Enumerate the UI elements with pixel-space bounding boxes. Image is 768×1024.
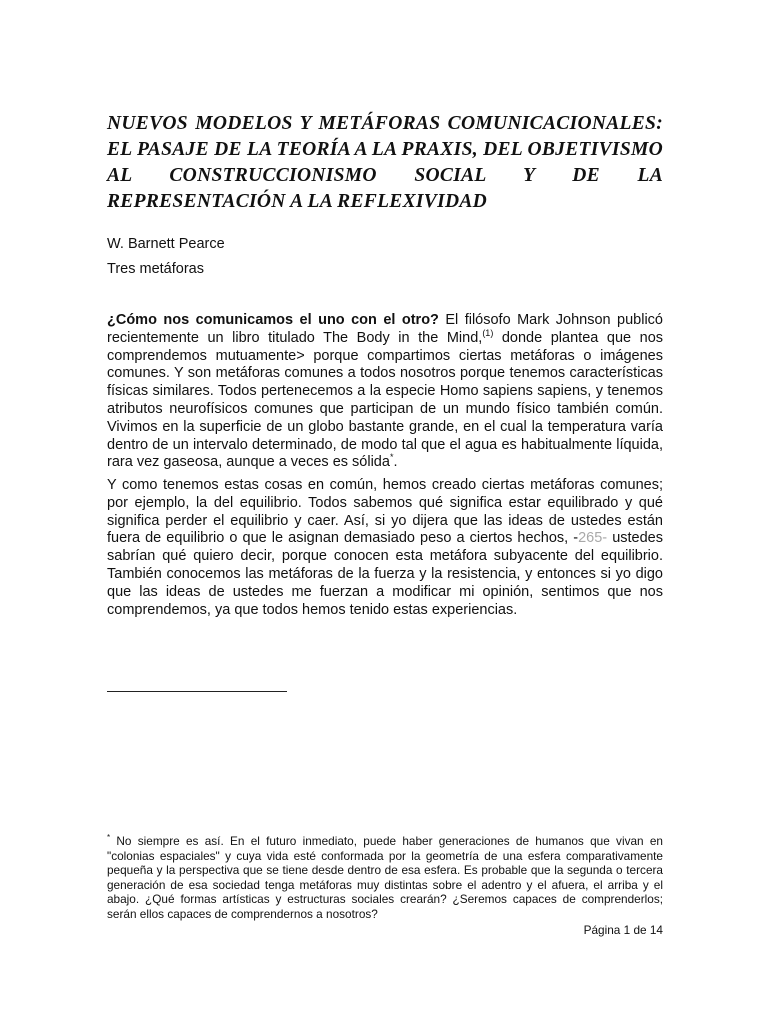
reference-mark: (1)	[482, 327, 494, 338]
footnote-reference: *	[389, 452, 394, 463]
author-name: W. Barnett Pearce	[107, 236, 225, 252]
paragraph-text: El filósofo Mark Johnson publicó recientemente un libro titulado The Body in the Mind,	[107, 312, 663, 346]
paragraph-text: ustedes sabrían qué quiero decir, porque conocen esta metáfora subyacente del equilibrio. También conocemos las metáforas de la fuerza y la resistencia, y entonces si yo digo que las ideas de ustedes me fuerzan a modificar mi opinión, sentimos que nos comprendemos, ya que todos hemos tenido estas experiencias.	[107, 530, 663, 618]
paragraph-text: .	[393, 454, 398, 471]
document-title: NUEVOS MODELOS Y METÁFORAS COMUNICACIONALES: EL PASAJE DE LA TEORÍA A LA PRAXIS, DEL OBJETIVISMO AL CONSTRUCCIONISMO SOCIAL Y DE LA REPRESENTACIÓN A LA REFLEXIVIDAD	[107, 113, 663, 212]
original-page-reference: 265-	[578, 530, 608, 547]
section-heading: Tres metáforas	[107, 261, 204, 277]
footnote-text: No siempre es así. En el futuro inmediato, puede haber generaciones de humanos que vivan en "colonias espaciales" y cuya vida esté conformada por la geometría de una esfera comparativamente pequeña y la perspectiva que se tiene desde dentro de esa esfera. Es probable que la segunda o tercera generación de esa sociedad tenga metáforas muy distintas sobre el adentro y el afuera, el arriba y el abajo. ¿Qué formas artísticas y estructuras sociales crearán? ¿Seremos capaces de comprenderlos; serán ellos capaces de comprendernos a nosotros?	[107, 834, 663, 921]
body-paragraph-2	[107, 477, 663, 619]
page-number: Página 1 de 14	[583, 923, 663, 937]
body-paragraph-1	[107, 312, 663, 472]
lead-question: ¿Cómo nos comunicamos el uno con el otro?	[107, 312, 439, 328]
footnote-divider	[107, 691, 287, 692]
paragraph-text: donde plantea que nos comprendemos mutuamente> porque compartimos ciertas metáforas o imágenes comunes. Y son metáforas comunes a todos nosotros porque tenemos características físicas similares. Todos pertenecemos a la especie Homo sapiens sapiens, y tenemos atributos neurofísicos comunes que participan de un mundo físico también común. Vivimos en la superficie de un globo bastante grande, en el cual la temperatura varía dentro de un intervalo determinado, de modo tal que el agua es habitualmente líquida, rara vez gaseosa, aunque a veces es sólida	[107, 329, 664, 471]
footnote-mark: *	[107, 833, 111, 843]
footnote	[107, 834, 663, 922]
paragraph-text: Y como tenemos estas cosas en común, hemos creado ciertas metáforas comunes; por ejemplo, la del equilibrio. Todos sabemos qué significa estar equilibrado y qué significa perder el equilibrio y caer. Así, si yo dijera que las ideas de ustedes están fuera de equilibrio o que le asignan demasiado peso a ciertos hechos, -	[107, 477, 663, 547]
